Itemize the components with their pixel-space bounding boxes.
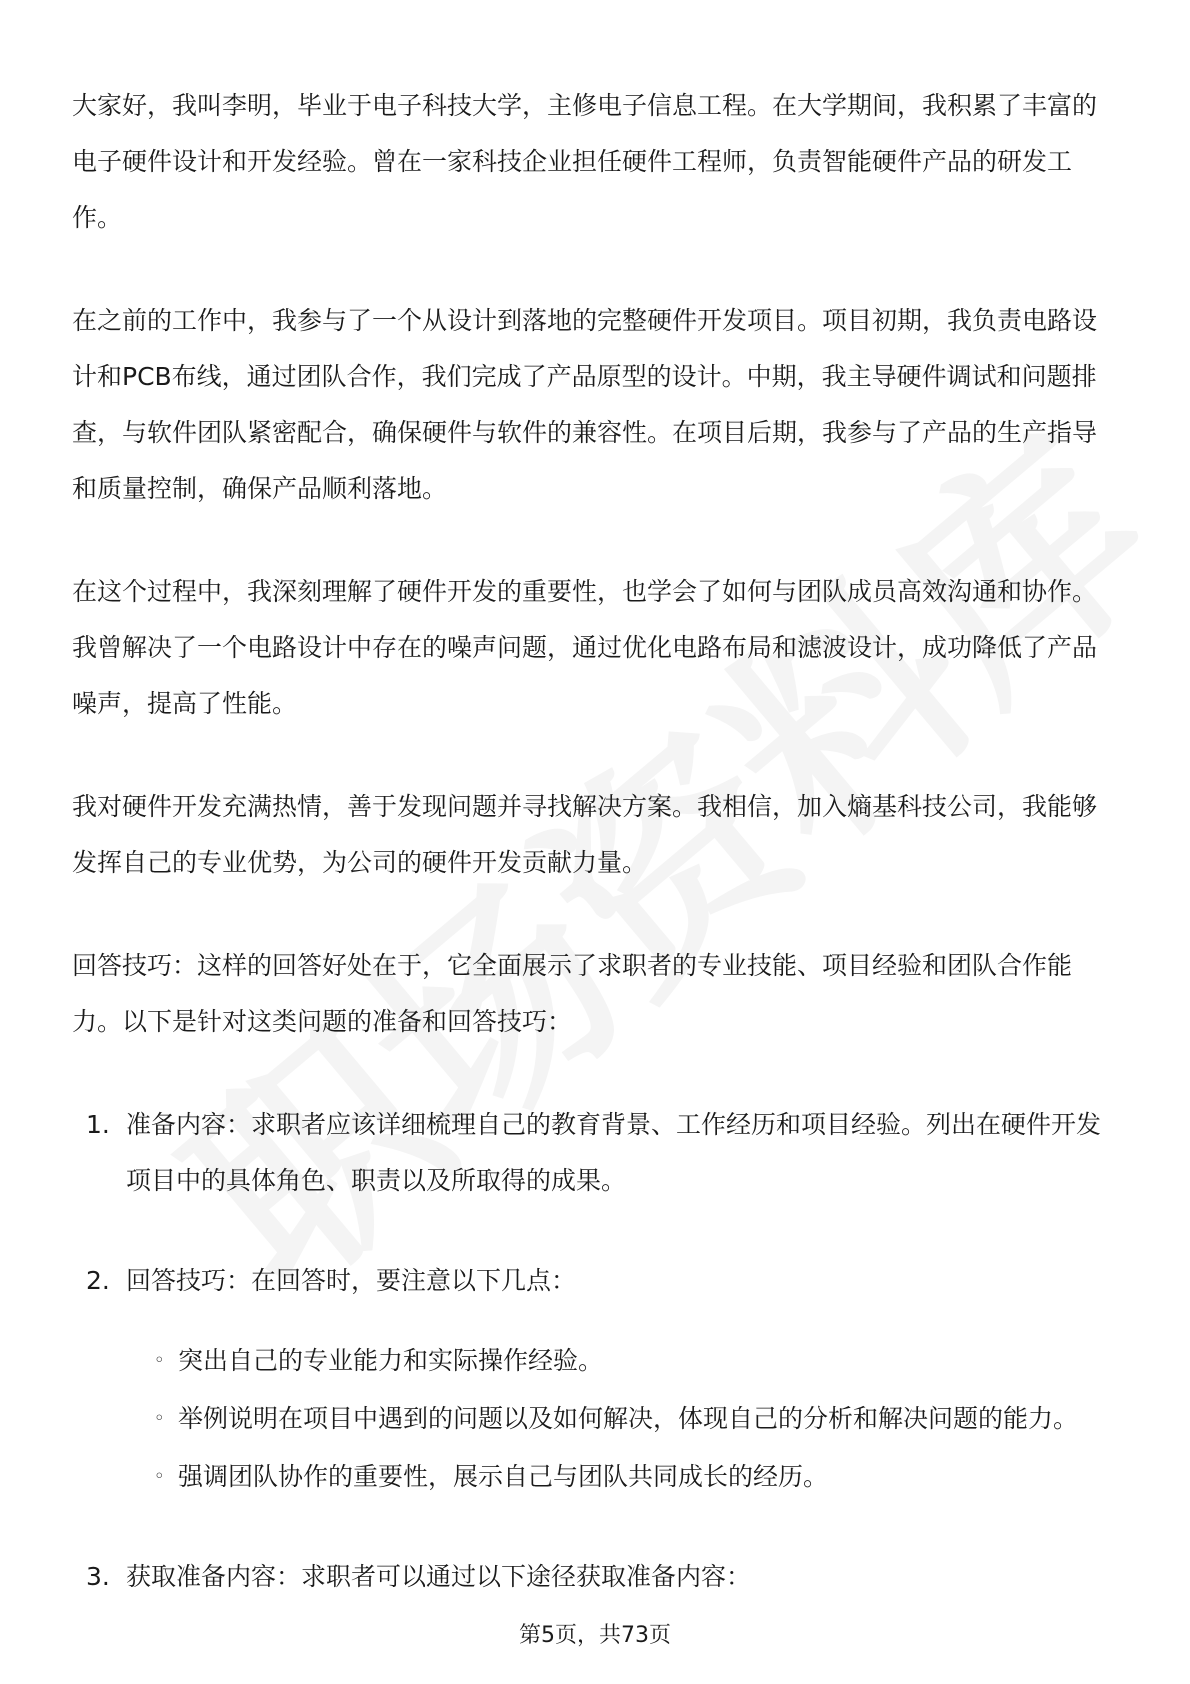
bullet-item bbox=[126, 1391, 1118, 1447]
bullet-text: 突出自己的专业能力和实际操作经验。 bbox=[178, 1346, 604, 1375]
bullet-list bbox=[126, 1333, 1118, 1505]
numbered-list bbox=[72, 1097, 1118, 1605]
list-number: 2. bbox=[86, 1266, 110, 1295]
list-number: 3. bbox=[86, 1562, 110, 1591]
page-footer: 第5页，共73页 bbox=[519, 1623, 671, 1648]
bullet-icon: ◦ bbox=[154, 1408, 165, 1429]
list-item bbox=[72, 1549, 1118, 1605]
list-item-text: 回答技巧：在回答时，要注意以下几点： bbox=[126, 1266, 577, 1295]
paragraph-answer-tips: 回答技巧：这样的回答好处在于，它全面展示了求职者的专业技能、项目经验和团队合作能力。以下是针对这类问题的准备和回答技巧： bbox=[72, 951, 1073, 1036]
bullet-item bbox=[126, 1333, 1118, 1389]
list-item-text: 获取准备内容：求职者可以通过以下途径获取准备内容： bbox=[126, 1562, 752, 1591]
bullet-item bbox=[126, 1449, 1118, 1505]
paragraph-learning: 在这个过程中，我深刻理解了硬件开发的重要性，也学会了如何与团队成员高效沟通和协作。我曾解决了一个电路设计中存在的噪声问题，通过优化电路布局和滤波设计，成功降低了产品噪声，提高了性能。 bbox=[72, 577, 1098, 718]
bullet-text: 强调团队协作的重要性，展示自己与团队共同成长的经历。 bbox=[178, 1462, 829, 1491]
document-body bbox=[72, 78, 1118, 1649]
bullet-icon: ◦ bbox=[154, 1350, 165, 1371]
paragraph-motivation: 我对硬件开发充满热情，善于发现问题并寻找解决方案。我相信，加入熵基科技公司，我能够发挥自己的专业优势，为公司的硬件开发贡献力量。 bbox=[72, 792, 1098, 877]
list-number: 1. bbox=[86, 1110, 110, 1139]
list-item-text: 准备内容：求职者应该详细梳理自己的教育背景、工作经历和项目经验。列出在硬件开发项目中的具体角色、职责以及所取得的成果。 bbox=[126, 1110, 1102, 1195]
list-item bbox=[72, 1097, 1118, 1209]
paragraph-project: 在之前的工作中，我参与了一个从设计到落地的完整硬件开发项目。项目初期，我负责电路设计和PCB布线，通过团队合作，我们完成了产品原型的设计。中期，我主导硬件调试和问题排查，与软件团队紧密配合，确保硬件与软件的兼容性。在项目后期，我参与了产品的生产指导和质量控制，确保产品顺利落地。 bbox=[72, 306, 1098, 503]
bullet-text: 举例说明在项目中遇到的问题以及如何解决，体现自己的分析和解决问题的能力。 bbox=[178, 1404, 1079, 1433]
bullet-icon: ◦ bbox=[154, 1466, 165, 1487]
list-item bbox=[72, 1253, 1118, 1505]
paragraph-intro: 大家好，我叫李明，毕业于电子科技大学，主修电子信息工程。在大学期间，我积累了丰富的电子硬件设计和开发经验。曾在一家科技企业担任硬件工程师，负责智能硬件产品的研发工作。 bbox=[72, 91, 1098, 232]
